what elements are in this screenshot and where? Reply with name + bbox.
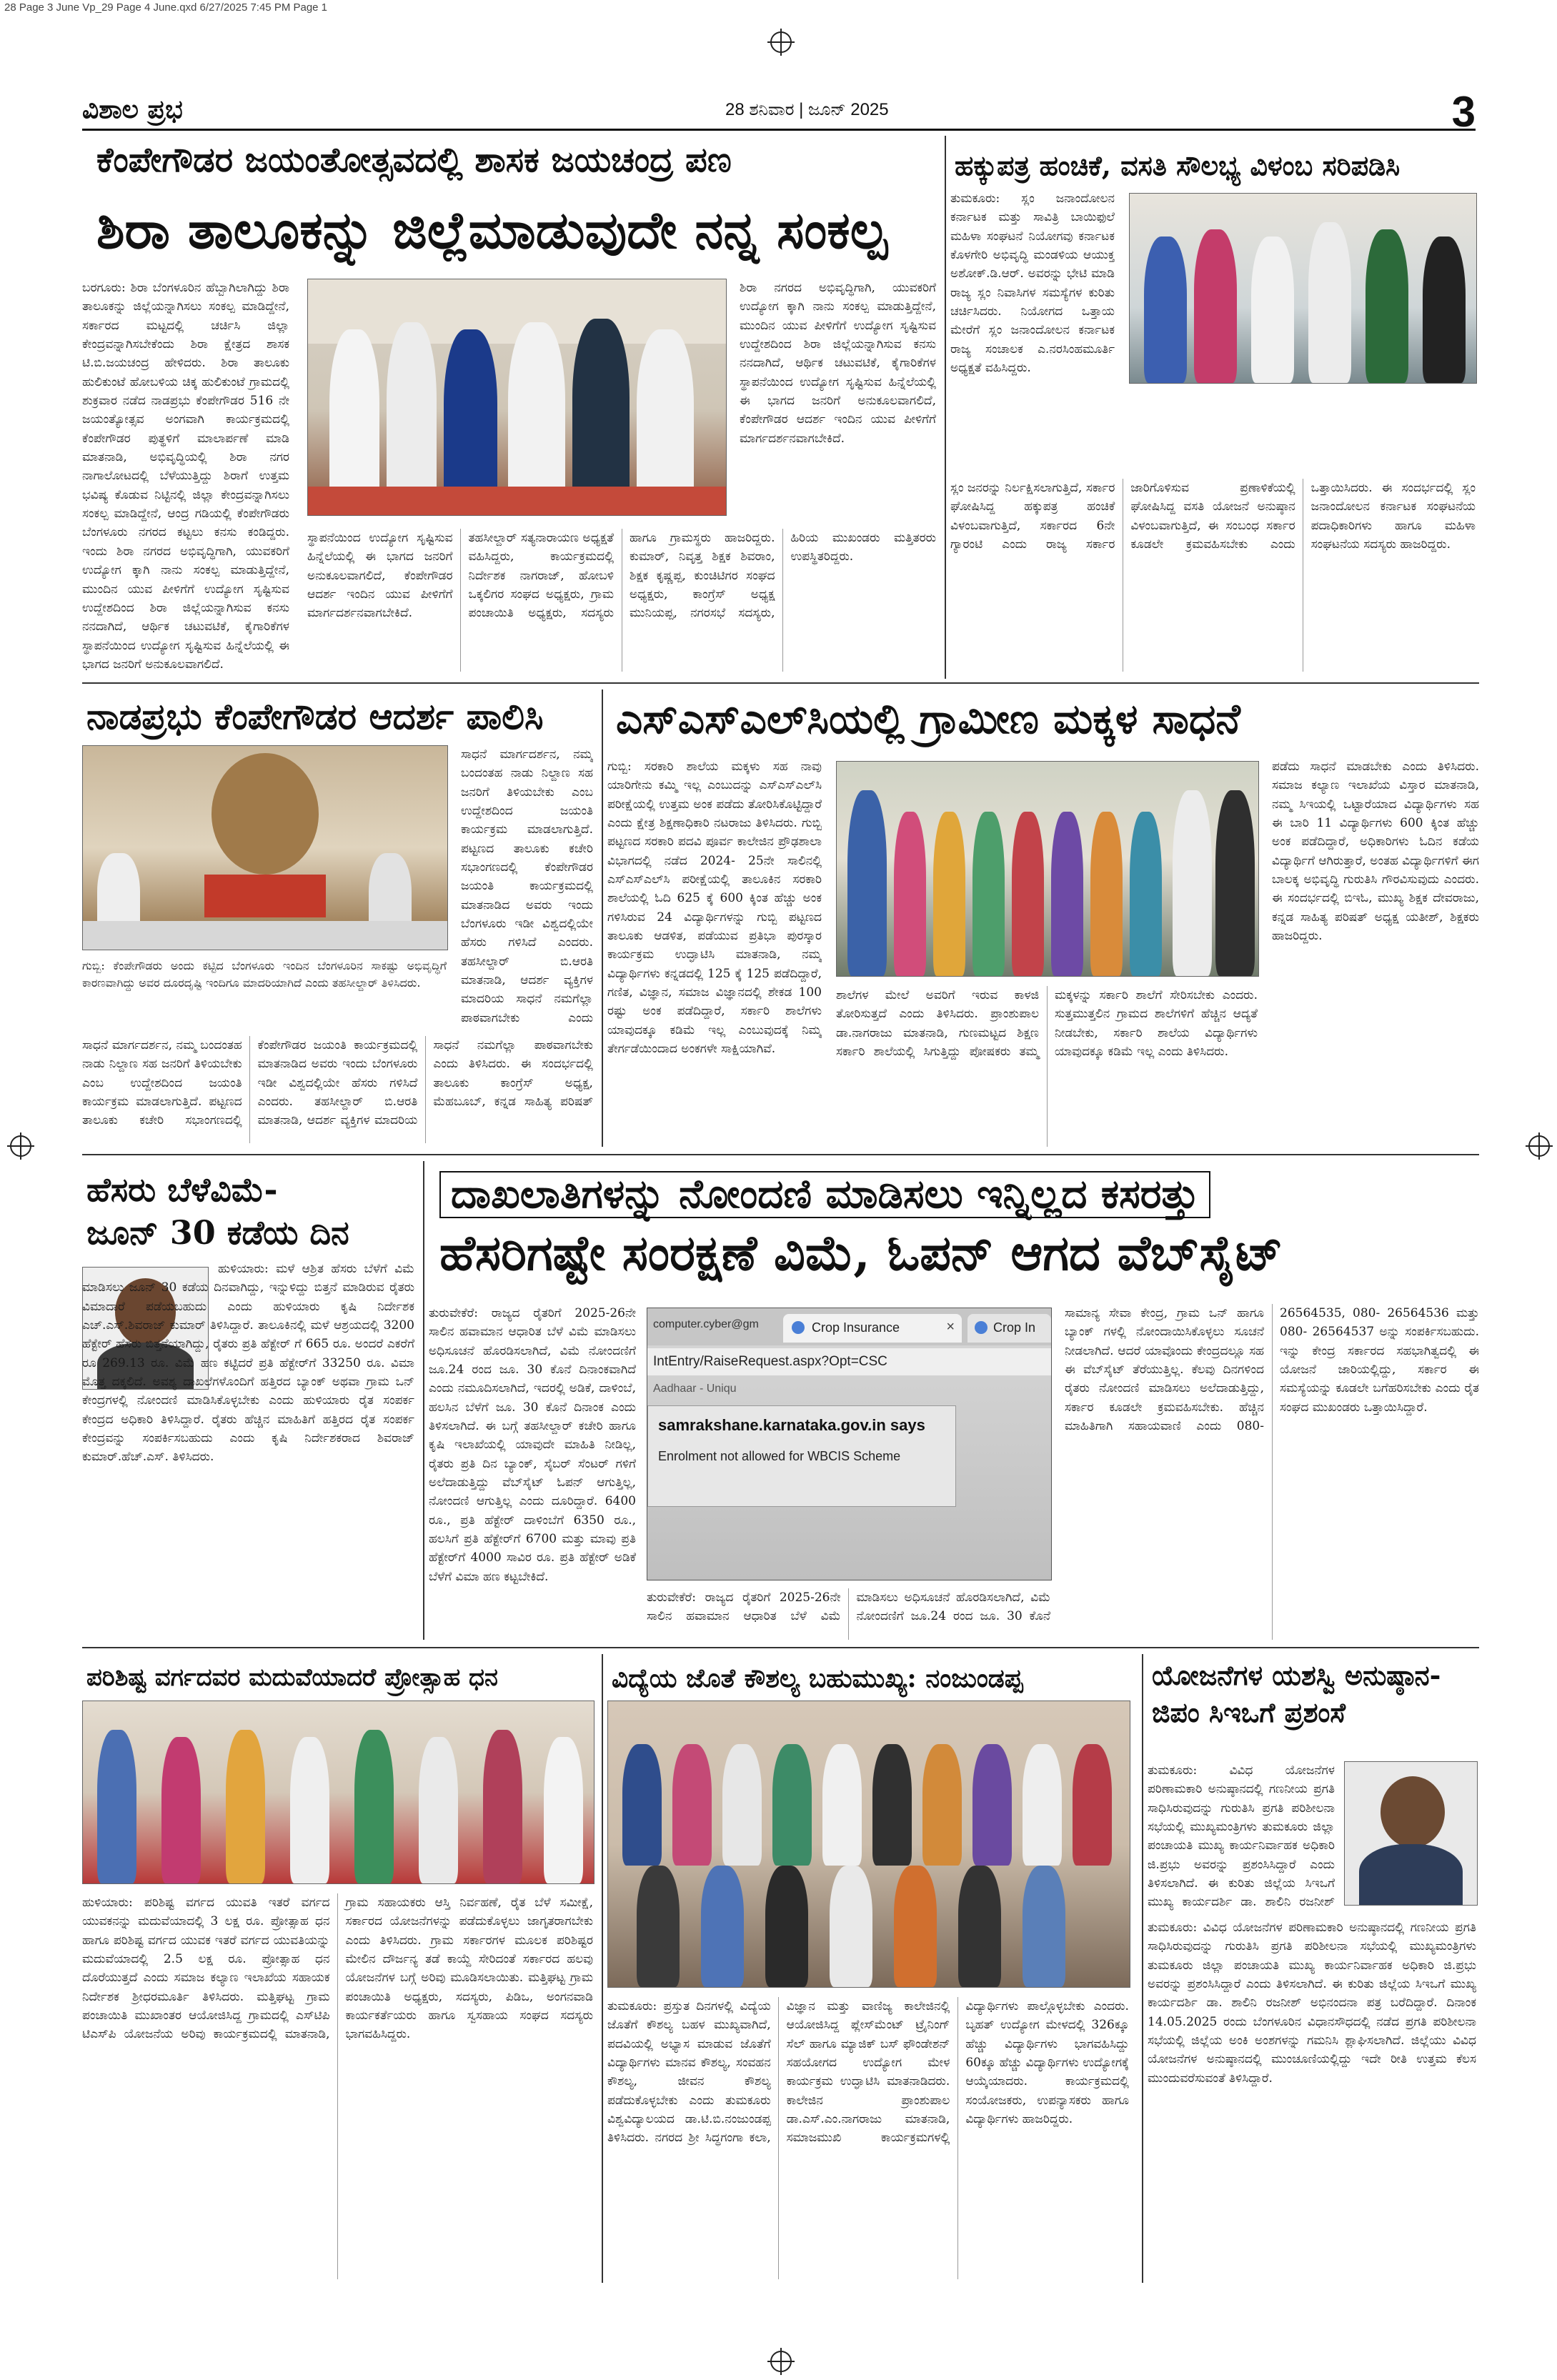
article-body: ಸಾಮಾನ್ಯ ಸೇವಾ ಕೇಂದ್ರ, ಗ್ರಾಮ ಒನ್ ಹಾಗೂ ಬ್ಯಾಂಕ್ ಗಳಲ್ಲಿ ನೋಂದಾಯಿಸಿಕೊಳ್ಳಲು ಸೂಚನೆ ನೀಡಲಾಗಿದೆ. ಆದರೆ ಯಾವೊಂದು ಕೇಂದ್ರದಲ್ಲೂ ಸಹ ಈ ವೆಬ್‌ಸೈಟ್ ತೆರೆಯುತ್ತಿಲ್ಲ. ಕೆಲವು ದಿನಗಳಿಂದ ರೈತರು ನೋಂದಣಿ ಮಾಡಿಸಲು ಅಲೆದಾಡುತ್ತಿದ್ದು, ಸರ್ಕಾರ ಕೂಡಲೇ ಕ್ರಮವಹಿಸಬೇಕು. ಹೆಚ್ಚಿನ ಮಾಹಿತಿಗಾಗಿ ಸಹಾಯವಾಣಿ ಎಂದು 080- 26564535, 080- 26564536 ಮತ್ತು 080- 26564537 ಅನ್ನು ಸಂಪರ್ಕಿಸಬಹುದು. ಇನ್ನು ಕೇಂದ್ರ ಸರ್ಕಾರದ ಸಹಭಾಗಿತ್ವದಲ್ಲಿ ಈ ಯೋಜನೆ ಜಾರಿಯಲ್ಲಿದ್ದು, ಸರ್ಕಾರ ಈ ಸಮಸ್ಯೆಯನ್ನು ಕೂಡಲೇ ಬಗೆಹರಿಸಬೇಕು ಎಂದು ರೈತ ಸಂಘದ ಮುಖಂಡರು ಒತ್ತಾಯಿಸಿದ್ದಾರೆ. xyxy=(1065,1306,1479,1434)
article-body: ಶಾಲೆಗಳ ಮೇಲೆ ಅವರಿಗೆ ಇರುವ ಕಾಳಜಿ ತೋರಿಸುತ್ತದೆ ಎಂದು ತಿಳಿಸಿದರು. ಪ್ರಾಂಶುಪಾಲ ಡಾ.ನಾಗರಾಜು ಮಾತನಾಡಿ, ಗುಣಮಟ್ಟದ ಶಿಕ್ಷಣ ಸರ್ಕಾರಿ ಶಾಲೆಯಲ್ಲಿ ಸಿಗುತ್ತಿದ್ದು ಪೋಷಕರು ತಮ್ಮ ಮಕ್ಕಳನ್ನು ಸರ್ಕಾರಿ ಶಾಲೆಗೆ ಸೇರಿಸಬೇಕು ಎಂದರು. ಸುತ್ತಮುತ್ತಲಿನ ಗ್ರಾಮದ ಶಾಲೆಗಳಿಗೆ ಹೆಚ್ಚಿನ ಆದ್ಯತೆ ನೀಡಬೇಕು, ಸರ್ಕಾರಿ ಶಾಲೆಯ ವಿದ್ಯಾರ್ಥಿಗಳು ಯಾವುದಕ್ಕೂ ಕಡಿಮೆ ಇಲ್ಲ ಎಂದು ತಿಳಿಸಿದರು. xyxy=(836,988,1258,1060)
article-body: ಹುಳಿಯಾರು: ಪರಿಶಿಷ್ಟ ವರ್ಗದ ಯುವತಿ ಇತರೆ ವರ್ಗದ ಯುವಕನನ್ನು ಮದುವೆಯಾದಲ್ಲಿ 3 ಲಕ್ಷ ರೂ. ಪ್ರೋತ್ಸಾಹ ಧನ ಹಾಗೂ ಪರಿಶಿಷ್ಟ ವರ್ಗದ ಯುವಕ ಇತರೆ ವರ್ಗದ ಯುವತಿಯನ್ನು ಮದುವೆಯಾದಲ್ಲಿ 2.5 ಲಕ್ಷ ರೂ. ಪ್ರೋತ್ಸಾಹ ಧನ ದೊರೆಯುತ್ತದೆ ಎಂದು ಸಮಾಜ ಕಲ್ಯಾಣ ಇಲಾಖೆಯ ಸಹಾಯಕ ನಿರ್ದೇಶಕ ಶ್ರೀಧರಮೂರ್ತಿ ತಿಳಿಸಿದರು. ಮತ್ತಿಘಟ್ಟ ಗ್ರಾಮ ಪಂಚಾಯಿತಿ ಮುಖಾಂತರ ಆಯೋಜಿಸಿದ್ದ ಗ್ರಾಮದಲ್ಲಿ ಎಸ್‌ಟಿಪಿ ಟಿಎಸ್‌ಪಿ ಯೋಜನೆಯ ಅರಿವು ಕಾರ್ಯಕ್ರಮದಲ್ಲಿ ಮಾತನಾಡಿ, ಗ್ರಾಮ ಸಹಾಯಕರು ಆಸ್ತಿ ನಿರ್ವಹಣೆ, ರೈತ ಬೆಳೆ ಸಮೀಕ್ಷೆ, ಸರ್ಕಾರದ ಯೋಜನೆಗಳನ್ನು ಪಡೆದುಕೊಳ್ಳಲು ಜಾಗೃತರಾಗಬೇಕು ಎಂದು ತಿಳಿಸಿದರು. ಗ್ರಾಮ ಸರ್ಕಾರಗಳ ಮೂಲಕ ಪರಿಶಿಷ್ಟರ ಮೇಲಿನ ದೌರ್ಜನ್ಯ ತಡೆ ಕಾಯ್ದೆ ಸೇರಿದಂತೆ ಸರ್ಕಾರದ ಹಲವು ಯೋಜನೆಗಳ ಬಗ್ಗೆ ಅರಿವು ಮೂಡಿಸಲಾಯಿತು. ಮತ್ತಿಘಟ್ಟ ಗ್ರಾಮ ಪಂಚಾಯಿತಿ ಅಧ್ಯಕ್ಷರು, ಸದಸ್ಯರು, ಪಿಡಿಒ, ಅಂಗನವಾಡಿ ಕಾರ್ಯಕರ್ತೆಯರು ಹಾಗೂ ಸ್ವಸಹಾಯ ಸಂಘದ ಸದಸ್ಯರು ಭಾಗವಹಿಸಿದ್ದರು. xyxy=(82,1896,593,2042)
article-body: ಹುಳಿಯಾರು: ಮಳೆ ಆಶ್ರಿತ ಹೆಸರು ಬೆಳೆಗೆ ವಿಮೆ ಮಾಡಿಸಲು ಜೂನ್ 30 ಕಡೆಯ ದಿನವಾಗಿದ್ದು, ಇನ್ನುಳಿದ್ದು ಬಿತ್ತನೆ ಮಾಡಿರುವ ರೈತರು ವಿಮಾದಾರೆ ಪಡೆಯಬಹುದು ಎಂದು ಹುಳಿಯಾರು ಕೃಷಿ ನಿರ್ದೇಶಕ ಎಚ್.ಎಸ್.ಶಿವರಾಜ್ ಕುಮಾರ್ ತಿಳಿಸಿದ್ದಾರೆ. ತಾಲೂಕಿನಲ್ಲಿ ಮಳೆ ಆಶ್ರಯದಲ್ಲಿ 3200 ಹೆಕ್ಟೇರ್ ಹೆಸರು ಬಿತ್ತನೆಯಾಗಿದ್ದು, ರೈತರು ಪ್ರತಿ ಹೆಕ್ಟೇರ್ ಗೆ 665 ರೂ. ಅಂದರೆ ಎಕರೆಗೆ ರೂ 269.13 ರೂ. ವಿಮೆ ಹಣ ಕಟ್ಟಿದರೆ ಪ್ರತಿ ಹೆಕ್ಟೇರ್‌ಗೆ 33250 ರೂ. ವಿಮಾ ಮೊತ್ತ ದಕ್ಕಲಿದೆ. ಅವಶ್ಯ ದಾಖಲೆಗಳೊಂದಿಗೆ ಹತ್ತಿರದ ಬ್ಯಾಂಕ್ ಅಥವಾ ಗ್ರಾಮ ಒನ್ ಕೇಂದ್ರಗಳಲ್ಲಿ ನೋಂದಣಿ ಮಾಡಿಸಿಕೊಳ್ಳಬೇಕು ಎಂದು ಹುಳಿಯಾರು ರೈತ ಸಂಪರ್ಕ ಕೇಂದ್ರದ ಅಧಿಕಾರಿ ತಿಳಿಸಿದ್ದಾರೆ. ರೈತರು ಹೆಚ್ಚಿನ ಮಾಹಿತಿಗೆ ಹತ್ತಿರದ ರೈತ ಸಂಪರ್ಕ ಕೇಂದ್ರವನ್ನು ಸಂಪರ್ಕಿಸಬಹುದು ಎಂದು ಕೃಷಿ ನಿರ್ದೇಶಕರಾದ ಶಿವರಾಜ್ ಕುಮಾರ್.ಹೆಚ್.ಎಸ್. ತಿಳಿಸಿದರು. xyxy=(82,1262,414,1465)
kempegowda-portrait-photo xyxy=(82,745,448,950)
article-headline: ಜಿಪಂ ಸಿಇಒಗೆ ಪ್ರಶಂಸೆ xyxy=(1152,1696,1346,1728)
article-kempegowda-ideal xyxy=(82,689,597,1147)
article-body: ಪಡೆದು ಸಾಧನೆ ಮಾಡಬೇಕು ಎಂದು ತಿಳಿಸಿದರು. ಸಮಾಜ ಕಲ್ಯಾಣ ಇಲಾಖೆಯ ವಿಸ್ತಾರ ಮಾತನಾಡಿ, ನಮ್ಮ ಸಿಇಯಲ್ಲಿ ಒಟ್ಟಾರೆಯಾದ ವಿದ್ಯಾರ್ಥಿಗಳು ಸಹ ಈ ಬಾರಿ 11 ವಿದ್ಯಾರ್ಥಿಗಳು 600 ಕ್ಕಿಂತ ಹೆಚ್ಚು ಅಂಕ ಪಡೆದಿದ್ದಾರೆ, ಅಧಿಕಾರಿಗಳು ಓದಿನ ಕಡೆಯ ವಿದ್ಯಾರ್ಥಿಗೆ ಆಗಿರುತ್ತಾರೆ, ಅಂತಹ ವಿದ್ಯಾರ್ಥಿಗಳಿಗೆ ಈಗ ಬಾಲಕ್ಕ ಅಭಿವೃದ್ಧಿ ಗುರುತಿಸಿ ಗೌರವಿಸುವುದು ಎಂದರು. ಈ ಸಂದರ್ಭದಲ್ಲಿ ಬಿಇಓ, ಮುಖ್ಯ ಶಿಕ್ಷಕ ದೇವರಾಜು, ಕನ್ನಡ ಸಾಹಿತ್ಯ ಪರಿಷತ್ ಅಧ್ಯಕ್ಷ ಯತೀಶ್, ಶಿಕ್ಷಕರು ಹಾಜರಿದ್ದರು. xyxy=(1272,760,1479,944)
browser-tab-title: Crop In xyxy=(993,1320,1036,1335)
article-headline: ಹೆಸರು ಬೆಳೆವಿಮೆ- xyxy=(86,1170,278,1209)
article-kicker: ಕೆಂಪೇಗೌಡರ ಜಯಂತೋತ್ಸವದಲ್ಲಿ ಶಾಸಕ ಜಯಚಂದ್ರ ಪಣ xyxy=(96,140,732,180)
students-award-photo xyxy=(836,761,1259,977)
ceo-portrait-photo xyxy=(1344,1761,1478,1906)
article-headline: ಜೂನ್ 30 ಕಡೆಯ ದಿನ xyxy=(86,1213,349,1252)
registration-mark-icon xyxy=(770,31,792,53)
meeting-photo xyxy=(1129,193,1477,384)
browser-tab xyxy=(967,1314,1051,1343)
print-slug: 28 Page 3 June Vp_29 Page 4 June.qxd 6/27/2025 7:45 PM Page 1 xyxy=(4,1,328,14)
article-sslc xyxy=(607,689,1479,1147)
article-headline: ಎಸ್‌ಎಸ್‌ಎಲ್‌ಸಿಯಲ್ಲಿ ಗ್ರಾಮೀಣ ಮಕ್ಕಳ ಸಾಧನೆ xyxy=(616,694,1240,743)
article-body: ತುರುವೇಕೆರೆ: ರಾಜ್ಯದ ರೈತರಿಗೆ 2025-26ನೇ ಸಾಲಿನ ಹವಾಮಾನ ಆಧಾರಿತ ಬೆಳೆ ವಿಮೆ ಮಾಡಿಸಲು ಅಧಿಸೂಚನೆ ಹೊರಡಿಸಲಾಗಿದೆ, ವಿಮೆ ನೋಂದಣಿಗೆ ಜೂ.24 ರಂದ ಜೂ. 30 ಕೊನೆ xyxy=(647,1590,1050,1624)
browser-tab-title: Crop Insurance xyxy=(812,1320,900,1335)
article-crop-deadline xyxy=(82,1161,418,1640)
newspaper-logo: ವಿಶಾಲ ಪ್ರಭ xyxy=(82,94,183,124)
article-body: ಸ್ಥಾಪನೆಯಿಂದ ಉದ್ಯೋಗ ಸೃಷ್ಟಿಸುವ ಹಿನ್ನೆಲೆಯಲ್ಲಿ ಈ ಭಾಗದ ಜನರಿಗೆ ಅನುಕೂಲವಾಗಲಿದೆ, ಕೆಂಪೇಗೌಡರ ಆದರ್ಶ ಇಂದಿನ ಯುವ ಪೀಳಿಗೆಗೆ ಮಾರ್ಗದರ್ಶನವಾಗಬೇಕಿದೆ. ತಹಸೀಲ್ದಾರ್ ಸತ್ಯನಾರಾಯಣ ಅಧ್ಯಕ್ಷತೆ ವಹಿಸಿದ್ದರು, ಕಾರ್ಯಕ್ರಮದಲ್ಲಿ ನಿರ್ದೇಶಕ ನಾಗರಾಜ್, ಹೋಬಳಿ ಒಕ್ಕಲಿಗರ ಸಂಘದ ಅಧ್ಯಕ್ಷರು, ಗ್ರಾಮ ಪಂಚಾಯಿತಿ ಅಧ್ಯಕ್ಷರು, ಸದಸ್ಯರು ಹಾಗೂ ಗ್ರಾಮಸ್ಥರು ಹಾಜರಿದ್ದರು. ಕುಮಾರ್, ನಿವೃತ್ತ ಶಿಕ್ಷಕ ಶಿವರಾಂ, ಶಿಕ್ಷಕ ಕೃಷ್ಣಪ್ಪ, ಕುಂಚಿಟಿಗರ ಸಂಘದ ಅಧ್ಯಕ್ಷರು, ಕಾಂಗ್ರೆಸ್ ಅಧ್ಯಕ್ಷ ಮುನಿಯಪ್ಪ, ನಗರಸಭೆ ಸದಸ್ಯರು, ಹಿರಿಯ ಮುಖಂಡರು ಮತ್ತಿತರರು ಉಪಸ್ಥಿತರಿದ್ದರು. xyxy=(307,531,936,621)
registration-mark-icon xyxy=(1528,1135,1550,1157)
registration-mark-icon xyxy=(770,2351,792,2372)
browser-url-fragment: computer.cyber@gm xyxy=(653,1318,759,1330)
browser-tab-icon xyxy=(792,1321,805,1334)
article-body: ಗುಬ್ಬಿ: ಸರಕಾರಿ ಶಾಲೆಯ ಮಕ್ಕಳು ಸಹ ನಾವು ಯಾರಿಗೇನು ಕಮ್ಮಿ ಇಲ್ಲ ಎಂಬುದನ್ನು ಎಸ್‌ಎಸ್‌ಎಲ್‌ಸಿ ಪರೀಕ್ಷೆಯಲ್ಲಿ ಉತ್ತಮ ಅಂಕ ಪಡೆದು ತೋರಿಸಿಕೊಟ್ಟಿದ್ದಾರೆ ಎಂದು ಕ್ಷೇತ್ರ ಶಿಕ್ಷಣಾಧಿಕಾರಿ ನಟರಾಜು ತಿಳಿಸಿದರು. ಗುಬ್ಬಿ ಪಟ್ಟಣದ ಸರಕಾರಿ ಪದವಿ ಪೂರ್ವ ಕಾಲೇಜಿನ ಪ್ರೌಢಶಾಲಾ ವಿಭಾಗದಲ್ಲಿ ನಡೆದ 2024- 25ನೇ ಸಾಲಿನಲ್ಲಿ ಎಸ್‌ಎಸ್‌ಎಲ್‌ಸಿ ಪರೀಕ್ಷೆಯಲ್ಲಿ ತಾಲೂಕಿನ ಸರಕಾರಿ ಶಾಲೆಯಲ್ಲಿ ಓದಿ 625 ಕ್ಕೆ 600 ಕ್ಕಿಂತ ಹೆಚ್ಚು ಅಂಕ ಗಳಿಸಿರುವ 24 ವಿದ್ಯಾರ್ಥಿಗಳನ್ನು ಗುಬ್ಬಿ ಪಟ್ಟಣದ ತಾಲೂಕು ಆಡಳಿತ, ಪಡೆಯುವ ಪ್ರತಿಭಾ ಪುರಸ್ಕಾರ ಕಾರ್ಯಕ್ರಮ ಉದ್ಘಾಟಿಸಿ ಮಾತನಾಡಿ, ನಮ್ಮ ವಿದ್ಯಾರ್ಥಿಗಳು ಕನ್ನಡದಲ್ಲಿ 125 ಕ್ಕೆ 125 ಪಡೆದಿದ್ದಾರೆ, ಗಣಿತ, ವಿಜ್ಞಾನ, ಸಮಾಜ ವಿಜ್ಞಾನದಲ್ಲಿ ಶೇಕಡ 100 ರಷ್ಟು ಅಂಕ ಪಡೆದಿದ್ದಾರೆ, ಸರ್ಕಾರಿ ಶಾಲೆಗಳು ಯಾವುದಕ್ಕೂ ಕಡಿಮೆ ಇಲ್ಲ ಎಂಬುವುದಕ್ಕೆ ನಿಮ್ಮ ತೇರ್ಗಡೆಯಿಂದಾದ ಅಂಕಗಳೇ ಸಾಕ್ಷಿಯಾಗಿವೆ. xyxy=(607,760,822,1057)
article-headline: ಹೆಸರಿಗಷ್ಟೇ ಸಂರಕ್ಷಣೆ ವಿಮೆ, ಓಪನ್ ಆಗದ ವೆಬ್‌ಸೈಟ್ xyxy=(439,1225,1283,1282)
article-headline: ಹಕ್ಕುಪತ್ರ ಹಂಚಿಕೆ, ವಸತಿ ಸೌಲಭ್ಯ ವಿಳಂಬ ಸರಿಪಡಿಸಿ xyxy=(955,149,1401,181)
article-headline: ಪರಿಶಿಷ್ಟ ವರ್ಗದವರ ಮದುವೆಯಾದರೆ ಪ್ರೋತ್ಸಾಹ ಧನ xyxy=(86,1663,498,1692)
browser-tab-icon xyxy=(975,1321,988,1334)
article-body: ಶಿರಾ ನಗರದ ಅಭಿವೃದ್ಧಿಗಾಗಿ, ಯುವಕರಿಗೆ ಉದ್ಯೋಗ ಕ್ಕಾಗಿ ನಾನು ಸಂಕಲ್ಪ ಮಾಡುತ್ತಿದ್ದೇನೆ, ಮುಂದಿನ ಯುವ ಪೀಳಿಗೆಗೆ ಉದ್ಯೋಗ ಸೃಷ್ಟಿಸುವ ಉದ್ದೇಶದಿಂದ ಶಿರಾ ಜಿಲ್ಲೆಯನ್ನಾಗಿಸುವ ಕನಸು ನನದಾಗಿದೆ, ಆರ್ಥಿಕ ಚಟುವಟಿಕೆ, ಕೈಗಾರಿಕೆಗಳ ಸ್ಥಾಪನೆಯಿಂದ ಉದ್ಯೋಗ ಸೃಷ್ಟಿಸುವ ಹಿನ್ನೆಲೆಯಲ್ಲಿ ಈ ಭಾಗದ ಜನರಿಗೆ ಅನುಕೂಲವಾಗಲಿದೆ, ಕೆಂಪೇಗೌಡರ ಆದರ್ಶ ಇಂದಿನ ಯುವ ಪೀಳಿಗೆಗೆ ಮಾರ್ಗದರ್ಶನವಾಗಬೇಕಿದೆ. xyxy=(740,281,936,446)
aadhaar-label: Aadhaar - Uniqu xyxy=(653,1383,737,1395)
article-body: ಬರಗೂರು: ಶಿರಾ ಬೆಂಗಳೂರಿನ ಹೆಬ್ಬಾಗಿಲಾಗಿದ್ದು ಶಿರಾ ತಾಲೂಕನ್ನು ಜಿಲ್ಲೆಯನ್ನಾಗಿಸಲು ಸಂಕಲ್ಪ ಮಾಡಿದ್ದೇನೆ, ಸರ್ಕಾರದ ಮಟ್ಟದಲ್ಲಿ ಚರ್ಚಿಸಿ ಜಿಲ್ಲಾ ಕೇಂದ್ರವನ್ನಾಗಿಸಬೇಕೆಂದು ಶಿರಾ ಕ್ಷೇತ್ರದ ಶಾಸಕ ಟಿ.ಬಿ.ಜಯಚಂದ್ರ ಹೇಳಿದರು. ಶಿರಾ ತಾಲೂಕು ಹುಲಿಕುಂಟೆ ಹೋಬಳಿಯ ಚಿಕ್ಕ ಹುಲಿಕುಂಟೆ ಗ್ರಾಮದಲ್ಲಿ ಶುಕ್ರವಾರ ನಡೆದ ನಾಡಪ್ರಭು ಕೆಂಪೇಗೌಡರ 516 ನೇ ಜಯಂತ್ಯೋತ್ಸವ ಅಂಗವಾಗಿ ಕಾರ್ಯಕ್ರಮದಲ್ಲಿ ಕೆಂಪೇಗೌಡರ ಪುತ್ಥಳಿಗೆ ಮಾಲಾರ್ಪಣೆ ಮಾಡಿ ಮಾತನಾಡಿ, ಅಭಿವೃದ್ಧಿಯಲ್ಲಿ ಶಿರಾ ನಗರ ನಾಗಾಲೋಟದಲ್ಲಿ ಬೆಳೆಯುತ್ತಿದ್ದು ಶಿರಾಗೆ ಉತ್ತಮ ಭವಿಷ್ಯ ಕೊಡುವ ನಿಟ್ಟಿನಲ್ಲಿ ಜಿಲ್ಲಾ ಕೇಂದ್ರವನ್ನಾಗಿಸಲು ಸಂಕಲ್ಪ ಮಾಡಿದ್ದೇನೆ, ಆಂದ್ರ ಗಡಿಯಲ್ಲಿ ಕೆಂಪೇಗೌಡರು ಬೆಂಗಳೂರು ನಗರದ ಕಟ್ಟಲು ಕನಸು ಕಂಡಿದ್ದರು. ಇಂದು ಶಿರಾ ನಗರದ ಅಭಿವೃದ್ಧಿಗಾಗಿ, ಯುವಕರಿಗೆ ಉದ್ಯೋಗ ಕ್ಕಾಗಿ ನಾನು ಸಂಕಲ್ಪ ಮಾಡುತ್ತಿದ್ದೇನೆ, ಮುಂದಿನ ಯುವ ಪೀಳಿಗೆಗೆ ಉದ್ಯೋಗ ಸೃಷ್ಟಿಸುವ ಉದ್ದೇಶದಿಂದ ಶಿರಾ ಜಿಲ್ಲೆಯನ್ನಾಗಿಸುವ ಕನಸು ನನದಾಗಿದೆ, ಆರ್ಥಿಕ ಚಟುವಟಿಕೆ, ಕೈಗಾರಿಕೆಗಳ ಸ್ಥಾಪನೆಯಿಂದ ಉದ್ಯೋಗ ಸೃಷ್ಟಿಸುವ ಹಿನ್ನೆಲೆಯಲ್ಲಿ ಈ ಭಾಗದ ಜನರಿಗೆ ಅನುಕೂಲವಾಗಲಿದೆ. xyxy=(82,281,289,672)
article-headline: ಯೋಜನೆಗಳ ಯಶಸ್ವಿ ಅನುಷ್ಠಾನ- xyxy=(1152,1659,1441,1691)
article-skills xyxy=(607,1654,1136,2283)
website-error-screenshot xyxy=(647,1308,1052,1580)
registration-mark-icon xyxy=(10,1135,31,1157)
browser-tab xyxy=(783,1314,962,1343)
article-headline: ನಾಡಪ್ರಭು ಕೆಂಪೇಗೌಡರ ಆದರ್ಶ ಪಾಲಿಸಿ xyxy=(86,695,544,737)
article-body: ತುಮಕೂರು: ವಿವಿಧ ಯೋಜನೆಗಳ ಪರಿಣಾಮಕಾರಿ ಅನುಷ್ಠಾನದಲ್ಲಿ ಗಣನೀಯ ಪ್ರಗತಿ ಸಾಧಿಸಿರುವುದನ್ನು ಗುರುತಿಸಿ ಪ್ರಗತಿ ಪರಿಶೀಲನಾ ಸಭೆಯಲ್ಲಿ ಮುಖ್ಯಮಂತ್ರಿಗಳು ತುಮಕೂರು ಜಿಲ್ಲಾ ಪಂಚಾಯತಿ ಮುಖ್ಯ ಕಾರ್ಯನಿರ್ವಾಹಕ ಅಧಿಕಾರಿ ಜಿ.ಪ್ರಭು ಅವರನ್ನು ಪ್ರಶಂಸಿಸಿದ್ದಾರೆ ಎಂದು ತಿಳಿಸಲಾಗಿದೆ. ಈ ಕುರಿತು ಜಿಲ್ಲೆಯ ಸಿಇಒಗೆ ಮುಖ್ಯ ಕಾರ್ಯದರ್ಶಿ ಡಾ. ಶಾಲಿನಿ ರಜನೀಶ್ ಅಭಿನಂದನಾ ಪತ್ರ ಬರೆದಿದ್ದಾರೆ. ದಿನಾಂಕ 14.05.2025 ರಂದು ಬೆಂಗಳೂರಿನ ವಿಧಾನಸೌಧದಲ್ಲಿ ನಡೆದ ಪ್ರಗತಿ ಪರಿಶೀಲನಾ ಸಭೆಯಲ್ಲಿ ಜಿಲ್ಲೆಯ ಅಂಕಿ ಅಂಶಗಳನ್ನು ಗಮನಿಸಿ ಶ್ಲಾಘಿಸಲಾಗಿದೆ. ಜಿಲ್ಲೆಯು ವಿವಿಧ ಯೋಜನೆಗಳ ಅನುಷ್ಠಾನದಲ್ಲಿ ಮುಂಚೂಣಿಯಲ್ಲಿದ್ದು ಇದೇ ರೀತಿ ಉತ್ತಮ ಕೆಲಸ ಮುಂದುವರೆಸುವಂತೆ ತಿಳಿಸಿದ್ದಾರೆ. xyxy=(1148,1921,1476,2086)
article-schemes-praise xyxy=(1148,1654,1479,2283)
issue-date: 28 ಶನಿವಾರ | ಜೂನ್ 2025 xyxy=(725,100,889,119)
article-crop-website xyxy=(429,1161,1479,1640)
article-body: ಸಾಧನೆ ಮಾರ್ಗದರ್ಶನ, ನಮ್ಮ ಬಂದಂತಹ ನಾಡು ನಿಲ್ದಾಣ ಸಹ ಜನರಿಗೆ ತಿಳಿಯಬೇಕು ಎಂಬ ಉದ್ದೇಶದಿಂದ ಜಯಂತಿ ಕಾರ್ಯಕ್ರಮ ಮಾಡಲಾಗುತ್ತಿದೆ. ಪಟ್ಟಣದ ತಾಲೂಕು ಕಚೇರಿ ಸಭಾಂಗಣದಲ್ಲಿ ಕೆಂಪೇಗೌಡರ ಜಯಂತಿ ಕಾರ್ಯಕ್ರಮದಲ್ಲಿ ಮಾತನಾಡಿದ ಅವರು ಇಂದು ಬೆಂಗಳೂರು ಇಡೀ ವಿಶ್ವದಲ್ಲಿಯೇ ಹೆಸರು ಗಳಿಸಿದೆ ಎಂದರು. ತಹಸೀಲ್ದಾರ್ ಬಿ.ಆರತಿ ಮಾತನಾಡಿ, ಆದರ್ಶ ವ್ಯಕ್ತಿಗಳ ಮಾದರಿಯ ಸಾಧನೆ ನಮಗೆಲ್ಲಾ ಪಾಠವಾಗಬೇಕು ಎಂದು xyxy=(461,747,593,1025)
article-headline: ಶಿರಾ ತಾಲೂಕನ್ನು ಜಿಲ್ಲೆಮಾಡುವುದೇ ನನ್ನ ಸಂಕಲ್ಪ xyxy=(96,199,887,260)
job-fair-photo xyxy=(607,1701,1130,1988)
article-headline: ವಿದ್ಯೆಯ ಜೊತೆ ಕೌಶಲ್ಯ ಬಹುಮುಖ್ಯ: ನಂಜುಂಡಪ್ಪ xyxy=(612,1663,1023,1693)
photo-caption: ಗುಬ್ಬಿ: ಕೆಂಪೇಗೌಡರು ಅಂದು ಕಟ್ಟಿದ ಬೆಂಗಳೂರು ಇಂದಿನ ಬೆಂಗಳೂರಿನ ಸಾಕಷ್ಟು ಅಭಿವೃದ್ಧಿಗೆ ಕಾರಣವಾಗಿದ್ದು ಅವರ ದೂರದೃಷ್ಟಿ ಇಂದಿಗೂ ಮಾದರಿಯಾಗಿದೆ ಎಂದು ತಹಸೀಲ್ದಾರ್ ತಿಳಿಸಿದರು. xyxy=(82,959,447,990)
article-sira-district xyxy=(82,136,940,679)
awareness-program-photo xyxy=(82,1701,595,1884)
address-bar xyxy=(647,1348,1051,1375)
article-body: ತುರುವೇಕೆರೆ: ರಾಜ್ಯದ ರೈತರಿಗೆ 2025-26ನೇ ಸಾಲಿನ ಹವಾಮಾನ ಆಧಾರಿತ ಬೆಳೆ ವಿಮೆ ಮಾಡಿಸಲು ಅಧಿಸೂಚನೆ ಹೊರಡಿಸಲಾಗಿದೆ, ವಿಮೆ ನೋಂದಣಿಗೆ ಜೂ.24 ರಂದ ಜೂ. 30 ಕೊನೆ ದಿನಾಂಕವಾಗಿದೆ ಎಂದು ನಮೂದಿಸಲಾಗಿದೆ, ಇದರಲ್ಲಿ ಅಡಿಕೆ, ದಾಳಿಂಬೆ, ಹಲಸಿನ ಬೆಳೆಗೆ ಜೂ. 30 ಕೊನೆ ದಿನಾಂಕ ಎಂದು ತಿಳಿಸಲಾಗಿದೆ. ಈ ಬಗ್ಗೆ ತಹಸೀಲ್ದಾರ್ ಕಚೇರಿ ಹಾಗೂ ಕೃಷಿ ಇಲಾಖೆಯಲ್ಲಿ ಯಾವುದೇ ಮಾಹಿತಿ ನೀಡಿಲ್ಲ, ರೈತರು ಪ್ರತಿ ದಿನ ಬ್ಯಾಂಕ್, ಸೈಬರ್ ಸೆಂಟರ್ ಗಳಿಗೆ ಅಲೆದಾಡುತ್ತಿದ್ದು ವೆಬ್‌ಸೈಟ್ ಓಪನ್ ಆಗುತ್ತಿಲ್ಲ, ನೋಂದಣಿ ಆಗುತ್ತಿಲ್ಲ ಎಂದು ದೂರಿದ್ದಾರೆ. 6400 ರೂ., ಪ್ರತಿ ಹೆಕ್ಟೇರ್ ದಾಳಿಂಬೆಗೆ 6350 ರೂ., ಹಲಸಿಗೆ ಪ್ರತಿ ಹೆಕ್ಟೇರ್‌ಗೆ 6700 ಮತ್ತು ಮಾವು ಪ್ರತಿ ಹೆಕ್ಟೇರ್‌ಗೆ 4000 ಸಾವಿರ ರೂ. ಪ್ರತಿ ಹೆಕ್ಟೇರ್ ಅಡಿಕೆ ಬೆಳೆಗೆ ವಿಮಾ ಹಣ ಕಟ್ಟಬೇಕಿದೆ. xyxy=(429,1306,636,1584)
close-icon: × xyxy=(946,1319,955,1335)
address-bar-text: IntEntry/RaiseRequest.aspx?Opt=CSC xyxy=(653,1354,887,1369)
page-number: 3 xyxy=(1451,88,1476,136)
article-body: ಸ್ಲಂ ಜನರನ್ನು ನಿರ್ಲಕ್ಷಿಸಲಾಗುತ್ತಿದೆ, ಸರ್ಕಾರ ಘೋಷಿಸಿದ್ದ ಹಕ್ಕುಪತ್ರ ಹಂಚಿಕೆ ವಿಳಂಬವಾಗುತ್ತಿದೆ, ಸರ್ಕಾರದ 6ನೇ ಗ್ಯಾರಂಟಿ ಎಂದು ರಾಜ್ಯ ಸರ್ಕಾರ ಜಾರಿಗೊಳಿಸುವ ಪ್ರಣಾಳಿಕೆಯಲ್ಲಿ ಘೋಷಿಸಿದ್ದ ವಸತಿ ಯೋಜನೆ ಅನುಷ್ಠಾನ ವಿಳಂಬವಾಗುತ್ತಿದೆ, ಈ ಸಂಬಂಧ ಸರ್ಕಾರ ಕೂಡಲೇ ಕ್ರಮವಹಿಸಬೇಕು ಎಂದು ಒತ್ತಾಯಿಸಿದರು. ಈ ಸಂದರ್ಭದಲ್ಲಿ ಸ್ಲಂ ಜನಾಂದೋಲನ ಕರ್ನಾಟಕ ಸಂಘಟನೆಯ ಪದಾಧಿಕಾರಿಗಳು ಹಾಗೂ ಮಹಿಳಾ ಸಂಘಟನೆಯ ಸದಸ್ಯರು ಹಾಜರಿದ್ದರು. xyxy=(950,481,1476,552)
article-body: ಸಾಧನೆ ಮಾರ್ಗದರ್ಶನ, ನಮ್ಮ ಬಂದಂತಹ ನಾಡು ನಿಲ್ದಾಣ ಸಹ ಜನರಿಗೆ ತಿಳಿಯಬೇಕು ಎಂಬ ಉದ್ದೇಶದಿಂದ ಜಯಂತಿ ಕಾರ್ಯಕ್ರಮ ಮಾಡಲಾಗುತ್ತಿದೆ. ಪಟ್ಟಣದ ತಾಲೂಕು ಕಚೇರಿ ಸಭಾಂಗಣದಲ್ಲಿ ಕೆಂಪೇಗೌಡರ ಜಯಂತಿ ಕಾರ್ಯಕ್ರಮದಲ್ಲಿ ಮಾತನಾಡಿದ ಅವರು ಇಂದು ಬೆಂಗಳೂರು ಇಡೀ ವಿಶ್ವದಲ್ಲಿಯೇ ಹೆಸರು ಗಳಿಸಿದೆ ಎಂದರು. ತಹಸೀಲ್ದಾರ್ ಬಿ.ಆರತಿ ಮಾತನಾಡಿ, ಆದರ್ಶ ವ್ಯಕ್ತಿಗಳ ಮಾದರಿಯ ಸಾಧನೆ ನಮಗೆಲ್ಲಾ ಪಾಠವಾಗಬೇಕು ಎಂದು ತಿಳಿಸಿದರು. ಈ ಸಂದರ್ಭದಲ್ಲಿ ತಾಲೂಕು ಕಾಂಗ್ರೆಸ್ ಅಧ್ಯಕ್ಷ, ಮೆಹಬೂಬ್, ಕನ್ನಡ ಸಾಹಿತ್ಯ ಪರಿಷತ್ xyxy=(82,1038,593,1128)
masthead xyxy=(82,88,1476,136)
article-body: ತುಮಕೂರು: ಪ್ರಸ್ತುತ ದಿನಗಳಲ್ಲಿ ವಿದ್ಯೆಯ ಜೊತೆಗೆ ಕೌಶಲ್ಯ ಬಹಳ ಮುಖ್ಯವಾಗಿದೆ, ಪದವಿಯಲ್ಲಿ ಅಭ್ಯಾಸ ಮಾಡುವ ಜೊತೆಗೆ ವಿದ್ಯಾರ್ಥಿಗಳು ಮಾನವ ಕೌಶಲ್ಯ, ಸಂವಹನ ಕೌಶಲ್ಯ, ಜೀವನ ಕೌಶಲ್ಯ ಪಡೆದುಕೊಳ್ಳಬೇಕು ಎಂದು ತುಮಕೂರು ವಿಶ್ವವಿದ್ಯಾಲಯದ ಡಾ.ಟಿ.ಬಿ.ನಂಜುಂಡಪ್ಪ ತಿಳಿಸಿದರು. ನಗರದ ಶ್ರೀ ಸಿದ್ಧಗಂಗಾ ಕಲಾ, ವಿಜ್ಞಾನ ಮತ್ತು ವಾಣಿಜ್ಯ ಕಾಲೇಜಿನಲ್ಲಿ ಆಯೋಜಿಸಿದ್ದ ಪ್ಲೇಸ್‌ಮೆಂಟ್ ಟ್ರೈನಿಂಗ್ ಸೆಲ್ ಹಾಗೂ ಮ್ಯಾಜಿಕ್ ಬಸ್ ಫೌಂಡೇಶನ್ ಸಹಯೋಗದ ಉದ್ಯೋಗ ಮೇಳ ಕಾರ್ಯಕ್ರಮ ಉದ್ಘಾಟಿಸಿ ಮಾತನಾಡಿದರು. ಕಾಲೇಜಿನ ಪ್ರಾಂಶುಪಾಲ ಡಾ.ಎಸ್.ಎಂ.ನಾಗರಾಜು ಮಾತನಾಡಿ, ಸಮಾಜಮುಖಿ ಕಾರ್ಯಕ್ರಮಗಳಲ್ಲಿ ವಿದ್ಯಾರ್ಥಿಗಳು ಪಾಲ್ಗೊಳ್ಳಬೇಕು ಎಂದರು. ಬೃಹತ್ ಉದ್ಯೋಗ ಮೇಳದಲ್ಲಿ 326ಕ್ಕೂ ಹೆಚ್ಚು ವಿದ್ಯಾರ್ಥಿಗಳು ಭಾಗವಹಿಸಿದ್ದು 60ಕ್ಕೂ ಹೆಚ್ಚು ವಿದ್ಯಾರ್ಥಿಗಳು ಉದ್ಯೋಗಕ್ಕೆ ಆಯ್ಕೆಯಾದರು. ಕಾರ್ಯಕ್ರಮದಲ್ಲಿ ಸಂಯೋಜಕರು, ಉಪನ್ಯಾಸಕರು ಹಾಗೂ ವಿದ್ಯಾರ್ಥಿಗಳು ಹಾಜರಿದ್ದರು. xyxy=(607,1999,1129,2146)
article-kicker: ದಾಖಲಾತಿಗಳನ್ನು ನೋಂದಣಿ ಮಾಡಿಸಲು ಇನ್ನಿಲ್ಲದ ಕಸರತ್ತು xyxy=(439,1171,1210,1218)
alert-dialog xyxy=(647,1405,956,1507)
event-photo xyxy=(307,279,727,516)
article-body: ತುಮಕೂರು: ಸ್ಲಂ ಜನಾಂದೋಲನ ಕರ್ನಾಟಕ ಮತ್ತು ಸಾವಿತ್ರಿ ಬಾಯಿಫುಲೆ ಮಹಿಳಾ ಸಂಘಟನೆ ನಿಯೋಗವು ಕರ್ನಾಟಕ ಕೊಳಗೇರಿ ಅಭಿವೃದ್ಧಿ ಮಂಡಳಿಯ ಆಯುಕ್ತ ಅಶೋಕ್.ಡಿ.ಆರ್. ಅವರನ್ನು ಭೇಟಿ ಮಾಡಿ ರಾಜ್ಯ ಸ್ಲಂ ನಿವಾಸಿಗಳ ಸಮಸ್ಯೆಗಳ ಕುರಿತು ಚರ್ಚಿಸಿದರು. ನಿಯೋಗದ ಒತ್ತಾಯ ಮೇರೆಗೆ ಸ್ಲಂ ಜನಾಂದೋಲನ ಕರ್ನಾಟಕ ರಾಜ್ಯ ಸಂಚಾಲಕ ಎ.ನರಸಿಂಹಮೂರ್ತಿ ಅಧ್ಯಕ್ಷತೆ ವಹಿಸಿದ್ದರು. xyxy=(950,191,1115,376)
alert-dialog-message: Enrolment not allowed for WBCIS Scheme xyxy=(658,1449,901,1463)
article-body: ತುಮಕೂರು: ವಿವಿಧ ಯೋಜನೆಗಳ ಪರಿಣಾಮಕಾರಿ ಅನುಷ್ಠಾನದಲ್ಲಿ ಗಣನೀಯ ಪ್ರಗತಿ ಸಾಧಿಸಿರುವುದನ್ನು ಗುರುತಿಸಿ ಪ್ರಗತಿ ಪರಿಶೀಲನಾ ಸಭೆಯಲ್ಲಿ ಮುಖ್ಯಮಂತ್ರಿಗಳು ತುಮಕೂರು ಜಿಲ್ಲಾ ಪಂಚಾಯತಿ ಮುಖ್ಯ ಕಾರ್ಯನಿರ್ವಾಹಕ ಅಧಿಕಾರಿ ಜಿ.ಪ್ರಭು ಅವರನ್ನು ಪ್ರಶಂಸಿಸಿದ್ದಾರೆ ಎಂದು ತಿಳಿಸಲಾಗಿದೆ. ಈ ಕುರಿತು ಜಿಲ್ಲೆಯ ಸಿಇಒಗೆ ಮುಖ್ಯ ಕಾರ್ಯದರ್ಶಿ ಡಾ. ಶಾಲಿನಿ ರಜನೀಶ್ xyxy=(1148,1763,1335,1910)
alert-dialog-title: samrakshane.karnataka.gov.in says xyxy=(658,1416,925,1434)
article-housing xyxy=(950,136,1479,679)
article-marriage-incentive xyxy=(82,1654,597,2283)
